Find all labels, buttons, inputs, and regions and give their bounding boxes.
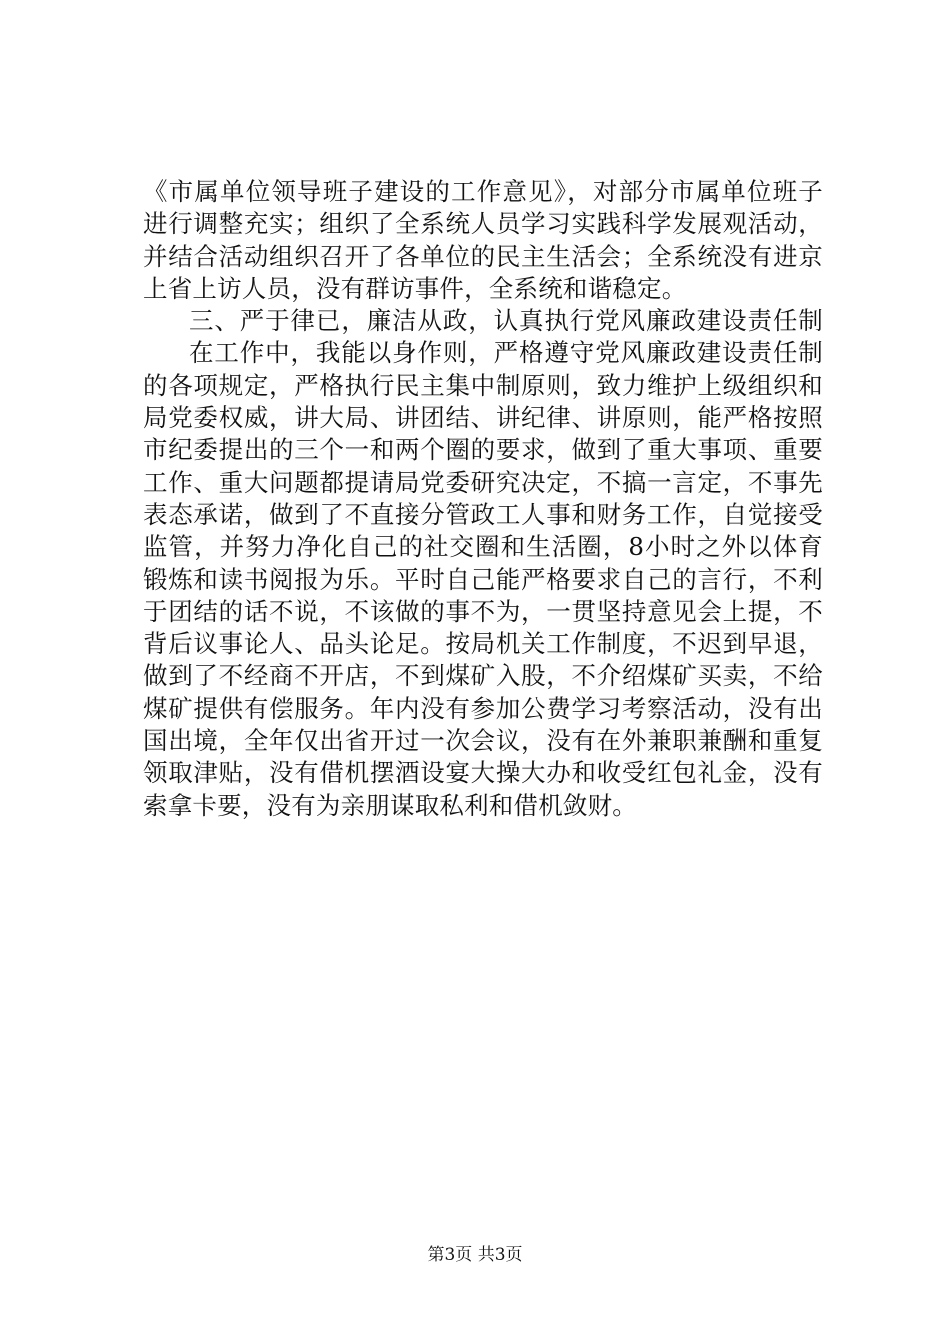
text-line: 做到了不经商不开店，不到煤矿入股，不介绍煤矿买卖，不给 (143, 661, 823, 691)
text-line: 工作、重大问题都提请局党委研究决定，不搞一言定，不事先 (143, 467, 823, 497)
text-line: 索拿卡要，没有为亲朋谋取私利和借机敛财。 (143, 790, 637, 820)
text-line: 市纪委提出的三个一和两个圈的要求，做到了重大事项、重要 (143, 435, 823, 465)
text-line: 进行调整充实；组织了全系统人员学习实践科学发展观活动， (143, 209, 823, 239)
text-line: 在工作中，我能以身作则，严格遵守党风廉政建设责任制 (189, 338, 823, 368)
text-line: 表态承诺，做到了不直接分管政工人事和财务工作，自觉接受 (143, 499, 823, 529)
text-line: 煤矿提供有偿服务。年内没有参加公费学习考察活动，没有出 (143, 693, 823, 723)
text-line: 的各项规定，严格执行民主集中制原则，致力维护上级组织和 (143, 370, 823, 400)
page-number-footer: 第3页 共3页 (427, 1245, 523, 1265)
text-line: 锻炼和读书阅报为乐。平时自己能严格要求自己的言行，不利 (143, 564, 823, 594)
text-line: 于团结的话不说，不该做的事不为，一贯坚持意见会上提，不 (143, 596, 823, 626)
text-line: 国出境，全年仅出省开过一次会议，没有在外兼职兼酬和重复 (143, 726, 823, 756)
text-line: 领取津贴，没有借机摆酒设宴大操大办和收受红包礼金，没有 (143, 758, 823, 788)
text-line: 局党委权威，讲大局、讲团结、讲纪律、讲原则，能严格按照 (143, 403, 823, 433)
text-line: 并结合活动组织召开了各单位的民主生活会；全系统没有进京 (143, 241, 823, 271)
text-line: 监管，并努力净化自己的社交圈和生活圈，8小时之外以体育 (143, 532, 823, 562)
text-line: 背后议事论人、品头论足。按局机关工作制度，不迟到早退， (143, 629, 823, 659)
text-line: 《市属单位领导班子建设的工作意见》，对部分市属单位班子 (143, 177, 823, 206)
document-body (143, 176, 823, 822)
section-heading: 三、严于律已，廉洁从政，认真执行党风廉政建设责任制 (189, 306, 823, 336)
text-line: 上省上访人员，没有群访事件，全系统和谐稳定。 (143, 273, 687, 303)
